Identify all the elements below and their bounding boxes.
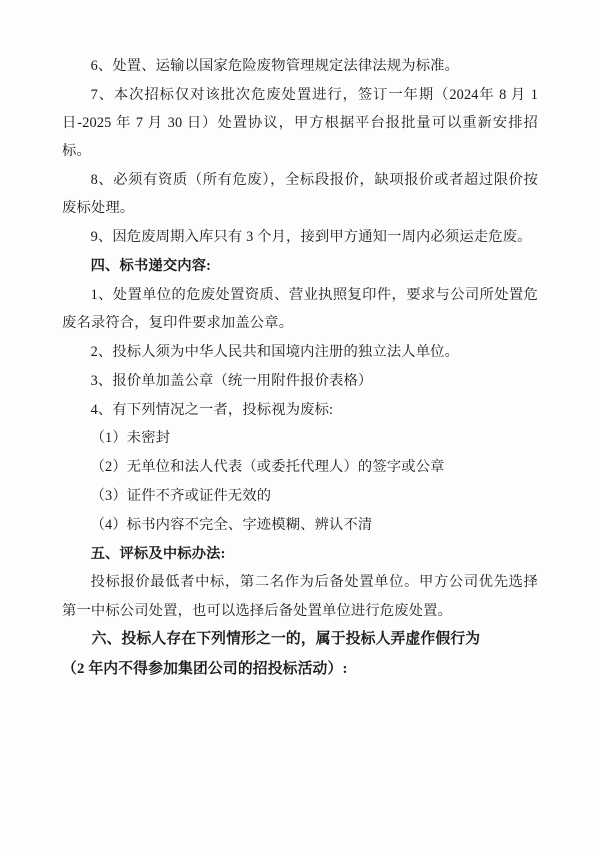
document-body	[62, 52, 538, 685]
paragraph-four-item-1: 1、处置单位的危废处置资质、营业执照复印件，要求与公司所处置危废名录符合，复印件要求加盖公章。	[62, 286, 538, 332]
paragraph-four-item-2: 2、投标人须为中华人民共和国境内注册的独立法人单位。	[90, 343, 460, 360]
section-heading-six-continued: （2 年内不得参加集团公司的招投标活动）:	[62, 661, 348, 678]
paragraph-item-6: 6、处置、运输以国家危险废物管理规定法律法规为标准。	[90, 58, 460, 74]
paragraph-item-9: 9、因危废周期入库只有 3 个月，接到甲方通知一周内必须运走危废。	[90, 229, 532, 246]
paragraph-four-item-4: 4、有下列情况之一者，投标视为废标:	[90, 401, 334, 418]
paragraph-four-item-4-sub-1: （1）未密封	[90, 430, 171, 447]
paragraph-four-item-4-sub-4: （4）标书内容不完全、字迹模糊、辨认不清	[90, 516, 373, 533]
paragraph-four-item-4-sub-3: （3）证件不齐或证件无效的	[90, 487, 272, 504]
paragraph-item-8: 8、必须有资质（所有危废），全标段报价，缺项报价或者超过限价按废标处理。	[62, 172, 538, 217]
paragraph-five-body: 投标报价最低者中标，第二名作为后备处置单位。甲方公司优先选择第一中标公司处置，也可以选择后备处置单位进行危废处置。	[62, 574, 538, 619]
section-heading-four: 四、标书递交内容:	[90, 258, 212, 275]
paragraph-four-item-4-sub-2: （2）无单位和法人代表（或委托代理人）的签字或公章	[90, 459, 445, 476]
paragraph-item-7: 7、本次招标仅对该批次危废处置进行，签订一年期（2024年 8 月 1 日-2025 年 7 月 30 日）处置协议，甲方根据平台报批量可以重新安排招标。	[62, 86, 538, 160]
section-heading-six: 六、投标人存在下列情形之一的，属于投标人弄虚作假行为	[91, 631, 481, 648]
section-heading-five: 五、评标及中标办法:	[90, 545, 226, 562]
paragraph-four-item-3: 3、报价单加盖公章（统一用附件报价表格）	[90, 372, 373, 389]
